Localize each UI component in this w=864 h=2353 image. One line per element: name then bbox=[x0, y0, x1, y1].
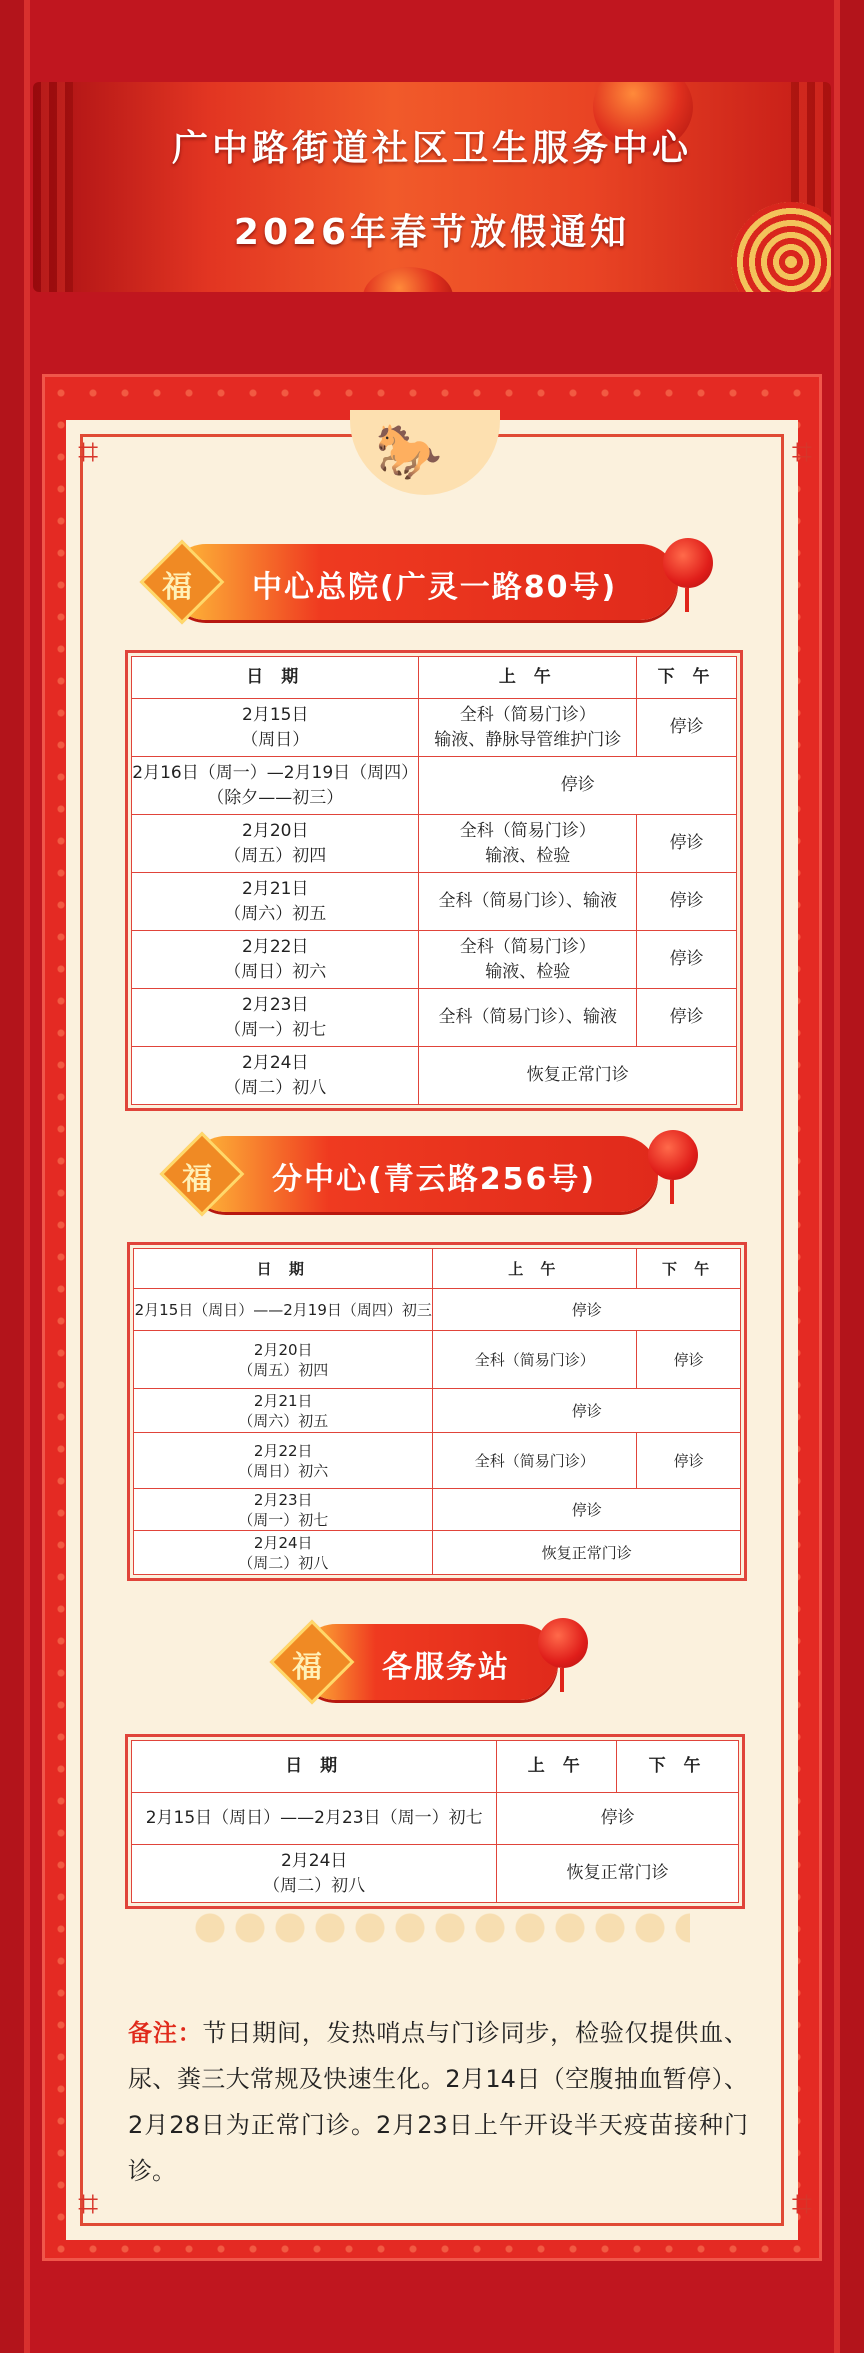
column-header: 下 午 bbox=[617, 1741, 739, 1793]
schedule-table-stations bbox=[131, 1740, 739, 1903]
merged-status-cell: 恢复正常门诊 bbox=[497, 1845, 739, 1903]
column-header: 下 午 bbox=[637, 657, 737, 699]
table-header-row bbox=[132, 1741, 739, 1793]
banner-title-line1: 广中路街道社区卫生服务中心 bbox=[171, 128, 692, 169]
note-paragraph bbox=[128, 2010, 748, 2194]
table-row bbox=[134, 1489, 741, 1531]
date-cell: 2月22日 （周日）初六 bbox=[134, 1433, 433, 1489]
table-header-row bbox=[132, 657, 737, 699]
table-row bbox=[132, 1047, 737, 1105]
knot-corner-icon: ⌗ bbox=[791, 432, 812, 473]
table-row bbox=[132, 757, 737, 815]
cloud-icon bbox=[190, 1910, 690, 1956]
date-cell: 2月23日 （周一）初七 bbox=[134, 1489, 433, 1531]
date-cell: 2月15日 （周日） bbox=[132, 699, 419, 757]
merged-status-cell: 停诊 bbox=[433, 1389, 741, 1433]
table-row bbox=[132, 1845, 739, 1903]
horse-icon: 🐎 bbox=[375, 420, 443, 483]
column-header: 上 午 bbox=[497, 1741, 617, 1793]
table-row bbox=[132, 1793, 739, 1845]
banner bbox=[33, 82, 831, 292]
merged-status-cell: 停诊 bbox=[433, 1289, 741, 1331]
column-header: 上 午 bbox=[419, 657, 637, 699]
table-row bbox=[134, 1389, 741, 1433]
fu-icon: 福 bbox=[140, 540, 225, 625]
table-header-row bbox=[134, 1249, 741, 1289]
table-row bbox=[134, 1289, 741, 1331]
table-row bbox=[132, 931, 737, 989]
banner-title-line2: 2026年春节放假通知 bbox=[233, 212, 631, 253]
lantern-icon bbox=[538, 1618, 588, 1668]
section-title-stations: 各服务站 bbox=[382, 1650, 510, 1685]
merged-status-cell: 恢复正常门诊 bbox=[433, 1531, 741, 1575]
morning-cell: 全科（简易门诊） 输液、检验 bbox=[419, 815, 637, 873]
column-header: 日 期 bbox=[132, 657, 419, 699]
afternoon-cell: 停诊 bbox=[637, 1331, 741, 1389]
lantern-icon bbox=[648, 1130, 698, 1180]
fu-icon: 福 bbox=[270, 1620, 355, 1705]
date-cell: 2月15日（周日）——2月23日（周一）初七 bbox=[132, 1793, 497, 1845]
date-cell: 2月21日 （周六）初五 bbox=[132, 873, 419, 931]
lantern-icon bbox=[363, 267, 453, 292]
afternoon-cell: 停诊 bbox=[637, 989, 737, 1047]
morning-cell: 全科（简易门诊）、输液 bbox=[419, 989, 637, 1047]
date-cell: 2月20日 （周五）初四 bbox=[132, 815, 419, 873]
date-cell: 2月20日 （周五）初四 bbox=[134, 1331, 433, 1389]
note-text: 节日期间，发热哨点与门诊同步，检验仅提供血、尿、粪三大常规及快速生化。2月14日（空腹抽血暂停）、2月28日为正常门诊。2月23日上午开设半天疫苗接种门诊。 bbox=[128, 2019, 748, 2185]
afternoon-cell: 停诊 bbox=[637, 931, 737, 989]
merged-status-cell: 停诊 bbox=[419, 757, 737, 815]
schedule-table-branch bbox=[133, 1248, 741, 1575]
column-header: 日 期 bbox=[134, 1249, 433, 1289]
schedule-table-main bbox=[131, 656, 737, 1105]
date-cell: 2月22日 （周日）初六 bbox=[132, 931, 419, 989]
fu-icon: 福 bbox=[160, 1132, 245, 1217]
table-row bbox=[134, 1433, 741, 1489]
date-cell: 2月15日（周日）——2月19日（周四）初三 bbox=[134, 1289, 433, 1331]
table-row bbox=[134, 1331, 741, 1389]
date-cell: 2月24日 （周二）初八 bbox=[134, 1531, 433, 1575]
merged-status-cell: 停诊 bbox=[497, 1793, 739, 1845]
section-title-main: 中心总院(广灵一路80号) bbox=[252, 570, 618, 605]
morning-cell: 全科（简易门诊） 输液、检验 bbox=[419, 931, 637, 989]
afternoon-cell: 停诊 bbox=[637, 699, 737, 757]
afternoon-cell: 停诊 bbox=[637, 1433, 741, 1489]
afternoon-cell: 停诊 bbox=[637, 815, 737, 873]
morning-cell: 全科（简易门诊） bbox=[433, 1433, 637, 1489]
merged-status-cell: 恢复正常门诊 bbox=[419, 1047, 737, 1105]
date-cell: 2月24日 （周二）初八 bbox=[132, 1845, 497, 1903]
column-header: 上 午 bbox=[433, 1249, 637, 1289]
lantern-icon bbox=[663, 538, 713, 588]
table-row bbox=[132, 989, 737, 1047]
date-cell: 2月16日（周一）—2月19日（周四） （除夕——初三） bbox=[132, 757, 419, 815]
table-row bbox=[132, 699, 737, 757]
column-header: 日 期 bbox=[132, 1741, 497, 1793]
knot-corner-icon: ⌗ bbox=[791, 2184, 812, 2225]
section-header-stations bbox=[292, 1624, 558, 1700]
table-row bbox=[132, 873, 737, 931]
morning-cell: 全科（简易门诊） bbox=[433, 1331, 637, 1389]
knot-corner-icon: ⌗ bbox=[78, 432, 99, 473]
curtain-left bbox=[33, 82, 73, 292]
afternoon-cell: 停诊 bbox=[637, 873, 737, 931]
table-row bbox=[132, 815, 737, 873]
section-header-branch bbox=[182, 1136, 658, 1212]
table-row bbox=[134, 1531, 741, 1575]
date-cell: 2月24日 （周二）初八 bbox=[132, 1047, 419, 1105]
knot-corner-icon: ⌗ bbox=[78, 2184, 99, 2225]
section-header-main bbox=[162, 544, 678, 620]
note-label: 备注： bbox=[128, 2019, 203, 2047]
morning-cell: 全科（简易门诊） 输液、静脉导管维护门诊 bbox=[419, 699, 637, 757]
date-cell: 2月23日 （周一）初七 bbox=[132, 989, 419, 1047]
column-header: 下 午 bbox=[637, 1249, 741, 1289]
date-cell: 2月21日 （周六）初五 bbox=[134, 1389, 433, 1433]
morning-cell: 全科（简易门诊）、输液 bbox=[419, 873, 637, 931]
merged-status-cell: 停诊 bbox=[433, 1489, 741, 1531]
section-title-branch: 分中心(青云路256号) bbox=[272, 1162, 597, 1197]
